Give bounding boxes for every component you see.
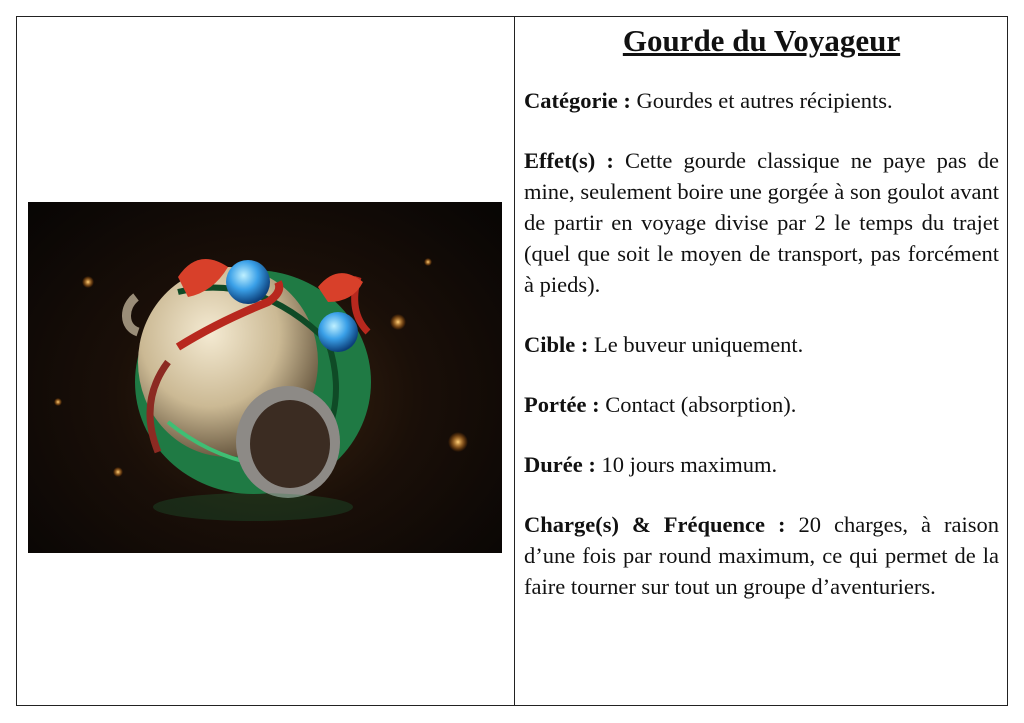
- charges-value: 20 charges, à raison d’une fois par round maximum, ce qui permet de la faire tourner sur tout un groupe d’aventuriers.: [524, 512, 999, 599]
- category-value: Gourdes et autres récipients.: [630, 88, 893, 113]
- effect-label: Effet(s) :: [524, 148, 614, 173]
- category-label: Catégorie :: [524, 88, 631, 113]
- charges-label: Charge(s) & Fréquence :: [524, 512, 786, 537]
- range-value: Contact (absorption).: [599, 392, 797, 417]
- duration-field: [524, 449, 999, 480]
- item-card: [16, 16, 1008, 706]
- gourd-illustration: [28, 202, 502, 553]
- range-field: [524, 389, 999, 420]
- item-title: Gourde du Voyageur: [622, 23, 901, 58]
- gourd-image: [28, 202, 502, 553]
- target-value: Le buveur uniquement.: [588, 332, 804, 357]
- effect-field: [524, 145, 999, 300]
- image-cell: [17, 17, 515, 705]
- target-field: [524, 329, 999, 360]
- effect-value: Cette gourde classique ne paye pas de mine, seulement boire une gorgée à son goulot avant de partir en voyage divise par 2 le temps du trajet (quel que soit le moyen de transport, pas forcément à pieds).: [524, 148, 999, 297]
- category-field: [524, 85, 999, 116]
- description-cell: [515, 17, 1007, 705]
- target-label: Cible :: [524, 332, 589, 357]
- range-label: Portée :: [524, 392, 600, 417]
- duration-label: Durée :: [524, 452, 596, 477]
- charges-field: [524, 509, 999, 602]
- duration-value: 10 jours maximum.: [595, 452, 778, 477]
